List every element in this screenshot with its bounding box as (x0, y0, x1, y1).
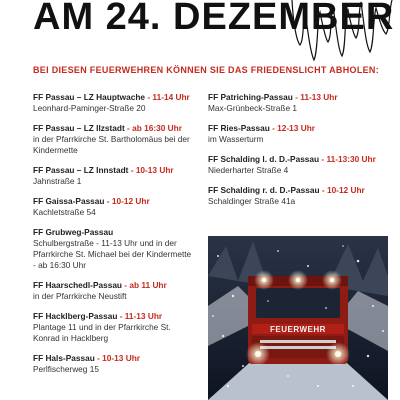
station-name: FF Gaissa-Passau (33, 196, 105, 206)
separator: - (145, 92, 153, 102)
separator: - (94, 353, 103, 363)
station-name: FF Hacklberg-Passau (33, 311, 118, 321)
opening-time: 11-13 Uhr (300, 92, 338, 102)
subheading: BEI DIESEN FEUERWEHREN KÖNNEN SIE DAS FRIEDENSLICHT ABHOLEN: (33, 65, 380, 75)
station-entry (208, 185, 383, 207)
opening-time: 10-13 Uhr (102, 353, 140, 363)
station-address: in der Pfarrkirche St. Bartholomäus bei der Kindermette (33, 134, 190, 155)
station-name: FF Schalding r. d. D.-Passau (208, 185, 320, 195)
left-station-list (33, 92, 193, 384)
station-entry (208, 123, 383, 145)
station-name: FF Patriching-Passau (208, 92, 293, 102)
station-address: Schulbergstraße - 11-13 Uhr und in der Pfarrkirche St. Michael bei der Kindermette - ab 16:30 Uhr (33, 238, 192, 270)
fire-truck-photo (208, 236, 388, 400)
opening-time: 10-13 Uhr (135, 165, 174, 175)
station-name: FF Ries-Passau (208, 123, 270, 133)
opening-time: 11-14 Uhr (152, 92, 190, 102)
station-entry (33, 92, 193, 114)
station-address: Plantage 11 und in der Pfarrkirche St. Konrad in Hacklberg (33, 322, 171, 343)
station-address: in der Pfarrkirche Neustift (33, 291, 127, 301)
station-address: Jahnstraße 1 (33, 176, 82, 186)
station-name: FF Schalding l. d. D.-Passau (208, 154, 320, 164)
station-address: Kachletstraße 54 (33, 207, 96, 217)
separator: - (128, 165, 136, 175)
separator: - (319, 154, 327, 164)
separator: - (269, 123, 278, 133)
separator: - (292, 92, 301, 102)
station-address: Perlfischerweg 15 (33, 364, 99, 374)
opening-time: ab 16:30 Uhr (132, 123, 182, 133)
station-name: FF Passau – LZ Innstadt (33, 165, 129, 175)
station-entry (208, 92, 383, 114)
opening-time: 10-12 Uhr (326, 185, 365, 195)
station-address: Max-Grünbeck-Straße 1 (208, 103, 297, 113)
separator: - (124, 123, 133, 133)
station-entry (33, 353, 193, 375)
station-address: Leonhard-Paminger-Straße 20 (33, 103, 146, 113)
separator: - (117, 311, 125, 321)
separator: - (122, 280, 130, 290)
station-entry (33, 165, 193, 187)
separator: - (104, 196, 112, 206)
opening-time: 11-13 Uhr (124, 311, 163, 321)
station-name: FF Passau – LZ Hauptwache (33, 92, 146, 102)
station-entry (33, 227, 193, 271)
station-address: Niederharter Straße 4 (208, 165, 289, 175)
station-entry (33, 311, 193, 344)
opening-time: 11-13:30 Uhr (326, 154, 376, 164)
station-entry (33, 280, 193, 302)
opening-time: 10-12 Uhr (111, 196, 150, 206)
station-name: FF Grubweg-Passau (33, 227, 114, 237)
station-entry (33, 123, 193, 156)
right-station-list (208, 92, 383, 216)
station-name: FF Haarschedl-Passau (33, 280, 122, 290)
station-address: im Wasserturm (208, 134, 264, 144)
station-entry (208, 154, 383, 176)
fire-truck-in-snow-illustration (208, 236, 388, 400)
station-name: FF Hals-Passau (33, 353, 95, 363)
vehicle-label: FEUERWEHR (270, 325, 326, 334)
headline: AM 24. DEZEMBER (33, 0, 395, 38)
opening-time: 12-13 Uhr (277, 123, 315, 133)
separator: - (319, 185, 327, 195)
station-name: FF Passau – LZ Ilzstadt (33, 123, 125, 133)
station-entry (33, 196, 193, 218)
station-address: Schaldinger Straße 41a (208, 196, 296, 206)
opening-time: ab 11 Uhr (129, 280, 167, 290)
candle-drip-illustration (0, 0, 400, 70)
